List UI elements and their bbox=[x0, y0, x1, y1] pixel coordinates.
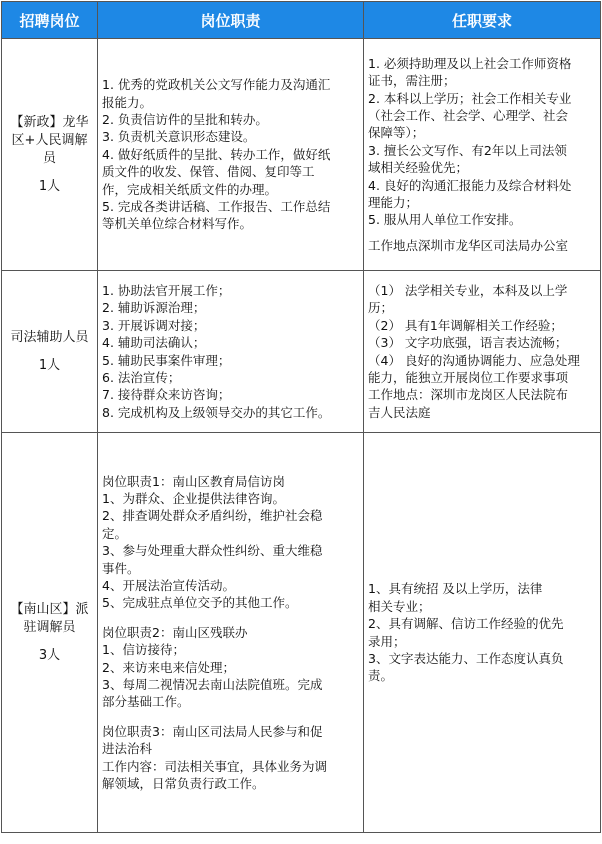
position-name-line: 员 bbox=[42, 150, 56, 166]
requirements-cell bbox=[364, 271, 601, 433]
duty-line: 8. 完成机构及上级领导交办的其它工作。 bbox=[102, 404, 331, 420]
duties-cell bbox=[98, 39, 364, 271]
headcount: 1人 bbox=[38, 357, 61, 373]
duty-line: 部分基础工作。 bbox=[102, 694, 190, 710]
duty-line: 3、每周二视情况去南山法院值班。完成 bbox=[102, 677, 323, 693]
requirement-line: 录用； bbox=[368, 633, 406, 649]
requirement-line: 4. 良好的沟通汇报能力及综合材料处 bbox=[368, 177, 572, 193]
duty-line: 7. 接待群众来访咨询； bbox=[102, 387, 231, 403]
headcount: 3人 bbox=[38, 647, 61, 663]
duty-group-title: 岗位职责2：南山区残联办 bbox=[102, 624, 248, 640]
position-cell bbox=[2, 39, 98, 271]
requirement-line: 2、具有调解、信访工作经验的优先 bbox=[368, 616, 564, 632]
position-cell bbox=[2, 433, 98, 833]
duty-line: 5. 辅助民事案件审理； bbox=[102, 352, 231, 368]
duty-line: 1、为群众、企业提供法律咨询。 bbox=[102, 490, 285, 506]
requirement-line: （社会工作、社会学、心理学、社会 bbox=[368, 107, 569, 123]
requirement-line: 保障等）； bbox=[368, 125, 425, 141]
requirement-line: 1. 必须持助理及以上社会工作师资格 bbox=[368, 55, 572, 71]
requirement-line: 3、文字表达能力、工作态度认真负 bbox=[368, 650, 564, 666]
duty-line: 等机关单位综合材料写作。 bbox=[102, 216, 253, 232]
duty-line: 3、参与处理重大群众性纠纷、重大维稳 bbox=[102, 543, 323, 559]
requirement-line: 理能力； bbox=[368, 195, 419, 211]
duty-line: 1. 优秀的党政机关公文写作能力及沟通汇 bbox=[102, 77, 331, 93]
headcount: 1人 bbox=[38, 178, 61, 194]
requirement-line: 相关专业； bbox=[368, 598, 431, 614]
duty-line: 2、来访来电来信处理； bbox=[102, 659, 235, 675]
work-location: 吉人民法庭 bbox=[368, 404, 431, 420]
duty-line: 6. 法治宣传； bbox=[102, 369, 181, 385]
duty-line: 解领域，日常负责行政工作。 bbox=[102, 776, 265, 792]
duty-line: 质文件的收发、保管、借阅、复印等工 bbox=[102, 164, 315, 180]
duties-cell bbox=[98, 271, 364, 433]
duty-line: 5. 完成各类讲话稿、工作报告、工作总结 bbox=[102, 199, 331, 215]
table-row bbox=[2, 271, 601, 433]
duty-line: 工作内容：司法相关事宜，具体业务为调 bbox=[102, 758, 328, 774]
header-duties: 岗位职责 bbox=[98, 2, 364, 39]
requirement-line: （3） 文字功底强，语言表达流畅； bbox=[368, 335, 568, 351]
duty-line: 作，完成相关纸质文件的办理。 bbox=[102, 181, 278, 197]
requirement-line: （1） 法学相关专业，本科及以上学 bbox=[368, 282, 568, 298]
duty-line: 4、开展法治宣传活动。 bbox=[102, 577, 235, 593]
requirement-line: 责。 bbox=[368, 668, 394, 684]
requirements-cell bbox=[364, 433, 601, 833]
requirement-line: （2） 具有1年调解相关工作经验； bbox=[368, 317, 563, 333]
duty-group-title: 岗位职责3：南山区司法局人民参与和促 bbox=[102, 723, 323, 739]
table-row bbox=[2, 433, 601, 833]
table-row bbox=[2, 39, 601, 271]
work-location: 工作地点深圳市龙华区司法局办公室 bbox=[368, 237, 569, 253]
header-requirements: 任职要求 bbox=[364, 2, 601, 39]
position-name-line: 【南山区】派 bbox=[10, 601, 89, 617]
requirement-line: 域相关经验优先； bbox=[368, 160, 469, 176]
requirement-line: 能力，能独立开展岗位工作要求事项 bbox=[368, 369, 569, 385]
duty-group-title: 岗位职责1：南山区教育局信访岗 bbox=[102, 473, 285, 489]
duty-line: 进法治科 bbox=[102, 741, 153, 757]
duty-line: 2. 辅助诉源治理； bbox=[102, 300, 206, 316]
work-location: 工作地点：深圳市龙岗区人民法院布 bbox=[368, 387, 569, 403]
requirement-line: 5. 服从用人单位工作安排。 bbox=[368, 212, 522, 228]
requirement-line: （4） 良好的沟通协调能力、应急处理 bbox=[368, 352, 580, 368]
duty-line: 4. 做好纸质件的呈批、转办工作，做好纸 bbox=[102, 146, 331, 162]
duty-line: 报能力。 bbox=[102, 94, 153, 110]
requirements-cell bbox=[364, 39, 601, 271]
duty-line: 5、完成驻点单位交予的其他工作。 bbox=[102, 595, 298, 611]
duties-cell bbox=[98, 433, 364, 833]
duty-line: 4. 辅助司法确认； bbox=[102, 335, 206, 351]
position-name-line: 司法辅助人员 bbox=[10, 329, 89, 345]
header-position: 招聘岗位 bbox=[2, 2, 98, 39]
requirement-line: 3. 擅长公文写作、有2年以上司法领 bbox=[368, 142, 567, 158]
duty-line: 定。 bbox=[102, 525, 128, 541]
requirement-line: 证书，需注册； bbox=[368, 73, 456, 89]
header-row bbox=[2, 2, 601, 39]
requirement-line: 2. 本科以上学历；社会工作相关专业 bbox=[368, 90, 572, 106]
duty-line: 2、排查调处群众矛盾纠纷，维护社会稳 bbox=[102, 508, 323, 524]
requirement-line: 1、具有统招 及以上学历，法律 bbox=[368, 581, 543, 597]
duty-line: 3. 负责机关意识形态建设。 bbox=[102, 129, 256, 145]
duty-line: 3. 开展诉调对接； bbox=[102, 317, 206, 333]
position-name-line: 【新政】龙华 bbox=[10, 114, 89, 130]
position-name-line: 区+人民调解 bbox=[11, 132, 88, 148]
duty-line: 1. 协助法官开展工作； bbox=[102, 282, 231, 298]
position-cell bbox=[2, 271, 98, 433]
duty-line: 1、信访接待； bbox=[102, 642, 185, 658]
position-name-line: 驻调解员 bbox=[23, 619, 76, 635]
recruitment-table bbox=[1, 1, 601, 833]
duty-line: 2. 负责信访件的呈批和转办。 bbox=[102, 111, 268, 127]
duty-line: 事件。 bbox=[102, 560, 140, 576]
requirement-line: 历； bbox=[368, 300, 394, 316]
